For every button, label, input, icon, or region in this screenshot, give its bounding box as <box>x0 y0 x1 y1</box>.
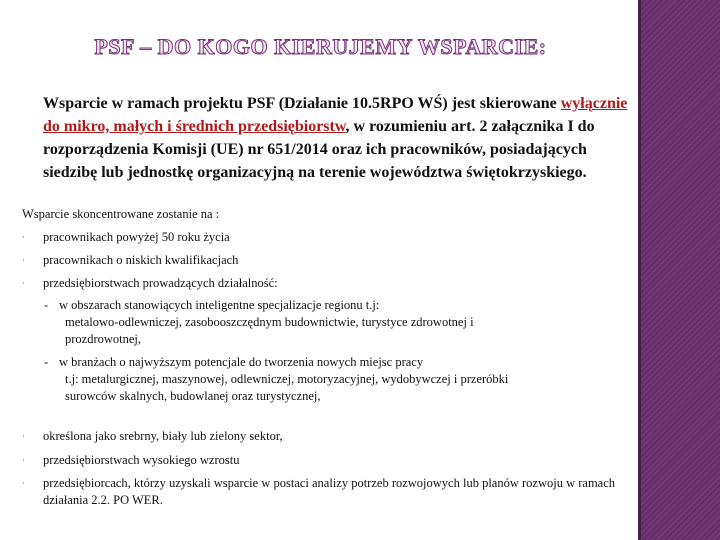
list-item <box>22 275 632 292</box>
intro-text-before: Wsparcie w ramach projektu PSF (Działanie 10.5RPO WŚ) jest skierowane <box>43 95 561 112</box>
sub-item-continuation: metalowo-odlewniczej, zasobooszczędnym budownictwie, turystyce zdrowotnej i prozdrowotnej, <box>65 315 474 346</box>
bullet-marker: · <box>22 278 25 288</box>
slide-title: PSF – DO KOGO KIERUJEMY WSPARCIE: <box>94 34 547 59</box>
bullet-marker: · <box>22 455 25 465</box>
list-item-text: przedsiębiorstwach wysokiego wzrostu <box>43 453 240 467</box>
sub-item <box>44 297 514 348</box>
lead-text: Wsparcie skoncentrowane zostanie na : <box>22 207 220 221</box>
sub-item-dash: - <box>44 355 49 369</box>
list-item <box>22 428 632 445</box>
list-item-text: pracownikach o niskich kwalifikacjach <box>43 253 239 267</box>
list-item-text: pracownikach powyżej 50 roku życia <box>43 230 230 244</box>
sub-item-first-line: w obszarach stanowiących inteligentne specjalizacje regionu t.j: <box>59 298 380 312</box>
list-item-text: określona jako srebrny, biały lub zielony sektor, <box>43 429 283 443</box>
bullet-marker: · <box>22 232 25 242</box>
intro-paragraph <box>43 92 635 184</box>
bullet-marker: · <box>22 255 25 265</box>
sub-item-first-line: w branżach o najwyższym potencjale do tworzenia nowych miejsc pracy <box>59 355 424 369</box>
sub-item <box>44 354 514 405</box>
bullet-marker: · <box>22 478 25 488</box>
bullet-marker: · <box>22 431 25 441</box>
sub-item-dash: - <box>44 298 49 312</box>
list-item <box>22 252 632 269</box>
list-item <box>22 475 632 509</box>
intro-highlight: wyłącznie do mikro, małych i średnich przedsiębiorstw <box>43 95 628 135</box>
sub-item-continuation: t.j: metalurgicznej, maszynowej, odlewniczej, motoryzacyjnej, wydobywczej i przeróbki surowców skalnych, budowlanej oraz turystycznej, <box>65 372 509 403</box>
list-item-text: przedsiębiorstwach prowadzących działalność: <box>43 276 278 290</box>
decorative-sidebar <box>641 0 720 540</box>
intro-text-after: , w rozumieniu art. 2 załącznika I do rozporządzenia Komisji (UE) nr 651/2014 oraz ich pracowników, posiadających siedzibę lub jednostkę organizacyjną na terenie województwa świętokrzyskiego. <box>43 118 595 181</box>
list-item-text: przedsiębiorcach, którzy uzyskali wsparcie w postaci analizy potrzeb rozwojowych lub planów rozwoju w ramach działania 2.2. PO WER. <box>43 476 616 507</box>
list-item <box>22 452 632 469</box>
list-item <box>22 229 632 246</box>
